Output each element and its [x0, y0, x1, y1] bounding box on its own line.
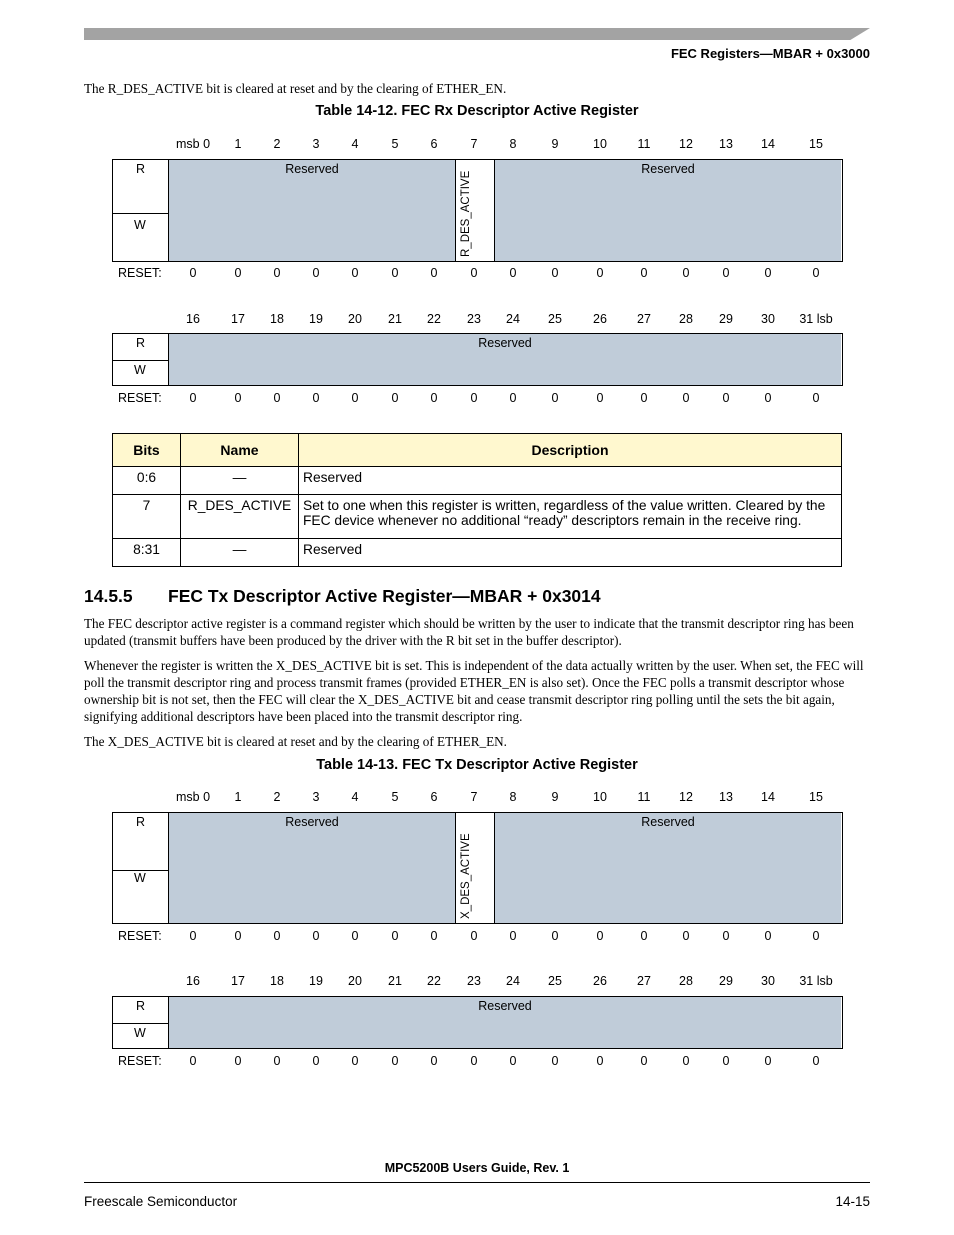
- bit-number-label: 3: [312, 137, 320, 151]
- page-header-title: FEC Registers—MBAR + 0x3000: [670, 46, 870, 61]
- bit-number-label: 9: [551, 137, 559, 151]
- active-bit-name: R_DES_ACTIVE: [460, 170, 472, 257]
- bit-number-label: 22: [427, 312, 441, 326]
- reset-value: 0: [682, 1054, 690, 1068]
- row-description: Reserved: [299, 539, 842, 567]
- reset-value: 0: [351, 266, 359, 280]
- section-paragraph-1: The FEC descriptor active register is a command register which should be written by the user to indicate that the transmit descriptor ring has been updated (transmit buffers have been produced by the driver with the R bit set in the buffer descriptor).: [84, 616, 854, 648]
- reserved-field-left: [169, 813, 455, 923]
- bit-number-label: 7: [470, 790, 478, 804]
- row-name: —: [181, 539, 299, 567]
- header-bar: [84, 28, 870, 40]
- reset-label: RESET:: [118, 929, 162, 943]
- table-row: [113, 467, 842, 495]
- reset-value: 0: [273, 929, 281, 943]
- row-description: Set to one when this register is written, regardless of the value written. Cleared by the FEC device whenever no additional “ready” descriptors remain in the receive ring.: [299, 495, 842, 539]
- section-number: 14.5.5: [84, 586, 133, 606]
- reset-value: 0: [640, 929, 648, 943]
- reset-value: 0: [312, 266, 320, 280]
- bit-number-label: 10: [593, 790, 607, 804]
- header-name: Name: [181, 434, 299, 467]
- write-label: W: [134, 1026, 146, 1040]
- reset-value: 0: [189, 929, 197, 943]
- bit-number-label: 16: [186, 974, 200, 988]
- bit-number-label: 5: [391, 137, 399, 151]
- bit-number-label: 3: [312, 790, 320, 804]
- reset-value: 0: [312, 1054, 320, 1068]
- reset-value: 0: [551, 266, 559, 280]
- row-description: Reserved: [299, 467, 842, 495]
- read-label: R: [136, 162, 146, 176]
- bit-number-label: 26: [593, 312, 607, 326]
- reset-value: 0: [430, 266, 438, 280]
- reserved-field-right: [495, 813, 841, 923]
- read-label: R: [136, 999, 146, 1013]
- bit-number-label: 23: [467, 312, 481, 326]
- bit-number-label: msb 0: [175, 137, 211, 151]
- bit-number-label: 17: [231, 974, 245, 988]
- bit-number-label: 12: [679, 790, 693, 804]
- reset-value: 0: [391, 1054, 399, 1068]
- section-paragraph-2: Whenever the register is written the X_DES_ACTIVE bit is set. This is independent of the data actually written by the user. When set, the FEC will poll the transmit descriptor ring and process transmit frames (provided ETHER_EN is also set). Once the FEC polls a transmit descriptor whose ownership bit is not set, then the FEC will clear the X_DES_ACTIVE bit and cease transmit descriptor ring polling until the sets the bit again, signifying additional descriptors have been placed into the transmit descriptor ring.: [84, 658, 864, 724]
- bit-number-label: 15: [809, 137, 823, 151]
- reset-value: 0: [509, 1054, 517, 1068]
- table-row: [113, 539, 842, 567]
- bit-number-label: 25: [548, 974, 562, 988]
- bit-number-label: 24: [506, 974, 520, 988]
- bit-number-label: 26: [593, 974, 607, 988]
- bit-number-label: 1: [234, 137, 242, 151]
- bit-number-label: 19: [309, 974, 323, 988]
- bit-number-label: 5: [391, 790, 399, 804]
- reset-value: 0: [764, 391, 772, 405]
- reset-value: 0: [351, 391, 359, 405]
- reset-value: 0: [764, 929, 772, 943]
- reset-value: 0: [764, 266, 772, 280]
- bit-number-label: 25: [548, 312, 562, 326]
- row-bits: 7: [113, 495, 181, 539]
- reset-value: 0: [273, 391, 281, 405]
- reset-value: 0: [189, 1054, 197, 1068]
- bit-number-label: 11: [637, 790, 651, 804]
- reset-value: 0: [682, 266, 690, 280]
- reset-value: 0: [682, 929, 690, 943]
- reserved-label-bottom: Reserved: [478, 999, 532, 1013]
- reset-value: 0: [430, 929, 438, 943]
- bit-number-label: 17: [231, 312, 245, 326]
- reset-value: 0: [391, 266, 399, 280]
- bit-number-label: 6: [430, 137, 438, 151]
- bit-number-label: 14: [761, 137, 775, 151]
- row-bits: 8:31: [113, 539, 181, 567]
- row-name: —: [181, 467, 299, 495]
- bit-number-label: 12: [679, 137, 693, 151]
- reset-value: 0: [722, 929, 730, 943]
- reset-value: 0: [640, 391, 648, 405]
- bit-number-label: 31 lsb: [799, 312, 833, 326]
- bit-number-label: 7: [470, 137, 478, 151]
- reset-value: 0: [273, 266, 281, 280]
- reset-value: 0: [430, 391, 438, 405]
- reset-value: 0: [312, 391, 320, 405]
- bit-number-label: 13: [719, 137, 733, 151]
- reset-value: 0: [596, 1054, 604, 1068]
- write-label: W: [134, 218, 146, 232]
- bit-number-label: 31 lsb: [799, 974, 833, 988]
- reset-value: 0: [351, 929, 359, 943]
- reset-value: 0: [391, 391, 399, 405]
- bit-number-label: 15: [809, 790, 823, 804]
- reset-value: 0: [234, 391, 242, 405]
- reset-value: 0: [234, 266, 242, 280]
- table-header-row: [113, 434, 842, 467]
- reset-value: 0: [640, 266, 648, 280]
- bit-number-label: 30: [761, 974, 775, 988]
- row-name: R_DES_ACTIVE: [181, 495, 299, 539]
- reset-value: 0: [273, 1054, 281, 1068]
- reset-value: 0: [430, 1054, 438, 1068]
- bit-number-label: 10: [593, 137, 607, 151]
- bit-number-label: msb 0: [175, 790, 211, 804]
- reset-value: 0: [640, 1054, 648, 1068]
- reset-value: 0: [351, 1054, 359, 1068]
- reset-value: 0: [682, 391, 690, 405]
- bit-number-label: 4: [351, 790, 359, 804]
- bit-number-label: 2: [273, 790, 281, 804]
- reset-value: 0: [391, 929, 399, 943]
- bit-number-label: 30: [761, 312, 775, 326]
- bit-number-label: 21: [388, 312, 402, 326]
- bit-number-label: 27: [637, 974, 651, 988]
- reset-value: 0: [812, 929, 820, 943]
- bit-number-label: 21: [388, 974, 402, 988]
- reset-value: 0: [722, 1054, 730, 1068]
- header-description: Description: [299, 434, 842, 467]
- read-label: R: [136, 336, 146, 350]
- bit-number-label: 1: [234, 790, 242, 804]
- bit-number-label: 28: [679, 312, 693, 326]
- reset-value: 0: [812, 266, 820, 280]
- reset-value: 0: [551, 929, 559, 943]
- reset-value: 0: [470, 1054, 478, 1068]
- reserved-label-bottom: Reserved: [478, 336, 532, 350]
- bit-number-label: 29: [719, 974, 733, 988]
- bit-number-label: 2: [273, 137, 281, 151]
- reserved-label-left: Reserved: [285, 815, 339, 829]
- reset-value: 0: [596, 391, 604, 405]
- bit-number-label: 19: [309, 312, 323, 326]
- reset-value: 0: [722, 266, 730, 280]
- write-label: W: [134, 871, 146, 885]
- reset-value: 0: [509, 391, 517, 405]
- active-bit-name: X_DES_ACTIVE: [460, 833, 472, 919]
- bit-number-label: 8: [509, 790, 517, 804]
- section-heading: [84, 586, 601, 607]
- section-paragraph-3: The X_DES_ACTIVE bit is cleared at reset and by the clearing of ETHER_EN.: [84, 734, 507, 749]
- bit-number-label: 16: [186, 312, 200, 326]
- table-row: [113, 495, 842, 539]
- reserved-label-left: Reserved: [285, 162, 339, 176]
- reset-value: 0: [509, 266, 517, 280]
- reset-value: 0: [764, 1054, 772, 1068]
- footer-company: Freescale Semiconductor: [84, 1194, 238, 1209]
- table-12-caption: Table 14-12. FEC Rx Descriptor Active Register: [315, 103, 639, 119]
- bit-number-label: 18: [270, 312, 284, 326]
- bit-number-label: 11: [637, 137, 651, 151]
- bit-number-label: 6: [430, 790, 438, 804]
- bit-number-label: 18: [270, 974, 284, 988]
- reset-value: 0: [234, 929, 242, 943]
- footer-page-number: 14-15: [835, 1194, 870, 1209]
- table-13-caption: Table 14-13. FEC Tx Descriptor Active Register: [316, 757, 638, 773]
- reserved-label-right: Reserved: [641, 162, 695, 176]
- write-label: W: [134, 363, 146, 377]
- reset-value: 0: [596, 929, 604, 943]
- reset-value: 0: [551, 391, 559, 405]
- footer-document-title: MPC5200B Users Guide, Rev. 1: [384, 1161, 570, 1175]
- reserved-label-right: Reserved: [641, 815, 695, 829]
- reset-value: 0: [551, 1054, 559, 1068]
- reset-value: 0: [596, 266, 604, 280]
- bit-number-label: 9: [551, 790, 559, 804]
- bit-number-label: 13: [719, 790, 733, 804]
- intro-paragraph: The R_DES_ACTIVE bit is cleared at reset and by the clearing of ETHER_EN.: [84, 81, 507, 96]
- reset-value: 0: [234, 1054, 242, 1068]
- bit-number-label: 24: [506, 312, 520, 326]
- reset-label: RESET:: [118, 1054, 162, 1068]
- reset-value: 0: [470, 266, 478, 280]
- bit-number-label: 27: [637, 312, 651, 326]
- bit-number-label: 20: [348, 974, 362, 988]
- reset-value: 0: [722, 391, 730, 405]
- reset-label: RESET:: [118, 266, 162, 280]
- bit-number-label: 29: [719, 312, 733, 326]
- footer-divider: [84, 1182, 870, 1183]
- reset-value: 0: [812, 1054, 820, 1068]
- bit-number-label: 28: [679, 974, 693, 988]
- bit-number-label: 22: [427, 974, 441, 988]
- section-title: FEC Tx Descriptor Active Register—MBAR + 0x3014: [168, 586, 601, 606]
- bit-number-label: 4: [351, 137, 359, 151]
- row-bits: 0:6: [113, 467, 181, 495]
- read-label: R: [136, 815, 146, 829]
- reset-label: RESET:: [118, 391, 162, 405]
- bit-number-label: 8: [509, 137, 517, 151]
- bit-number-label: 20: [348, 312, 362, 326]
- reset-value: 0: [470, 929, 478, 943]
- bit-number-label: 14: [761, 790, 775, 804]
- reset-value: 0: [509, 929, 517, 943]
- bit-number-label: 23: [467, 974, 481, 988]
- reset-value: 0: [189, 266, 197, 280]
- header-bits: Bits: [113, 434, 181, 467]
- reset-value: 0: [189, 391, 197, 405]
- reset-value: 0: [312, 929, 320, 943]
- reset-value: 0: [812, 391, 820, 405]
- bit-description-table: [112, 433, 842, 567]
- reset-value: 0: [470, 391, 478, 405]
